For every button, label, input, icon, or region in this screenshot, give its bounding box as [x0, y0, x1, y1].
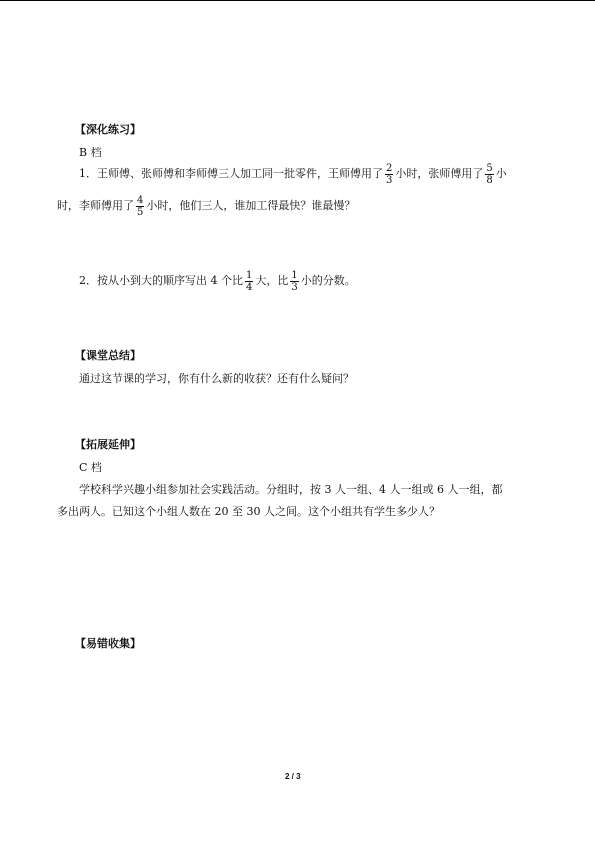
- fraction-denominator: 3: [386, 174, 393, 186]
- level-label-c: C 档: [79, 461, 102, 474]
- q2-mid-text: 大，比: [255, 274, 289, 287]
- q1-mid-text: 小时，张师傅用了: [395, 167, 484, 180]
- section-heading-mistakes: 【易错收集】: [75, 637, 141, 650]
- fraction-five-eighths: [485, 163, 493, 186]
- fraction-denominator: 3: [291, 281, 298, 293]
- extension-text-line-2: 多出两人。已知这个小组人数在 20 至 30 人之间。这个小组共有学生多少人？: [57, 505, 440, 518]
- fraction-denominator: 8: [486, 174, 493, 186]
- fraction-four-fifths: [136, 195, 144, 218]
- fraction-two-thirds: [385, 163, 393, 186]
- fraction-numerator: 1: [246, 269, 253, 281]
- question-1-line-1: [79, 161, 507, 187]
- section-heading-summary: 【课堂总结】: [75, 349, 141, 362]
- level-label-b: B 档: [79, 146, 102, 159]
- q2-prefix-text: 2．按从小到大的顺序写出 4 个比: [79, 274, 243, 287]
- fraction-numerator: 4: [137, 194, 144, 206]
- fraction-denominator: 5: [137, 206, 144, 218]
- q1-end-text: 小: [495, 167, 507, 180]
- fraction-numerator: 5: [486, 162, 493, 174]
- section-heading-extension: 【拓展延伸】: [75, 438, 141, 451]
- summary-text: 通过这节课的学习，你有什么新的收获？还有什么疑问？: [79, 372, 354, 385]
- question-1-line-2: [57, 193, 355, 219]
- page-number: 2 / 3: [285, 772, 301, 781]
- q1-line2-end-text: 小时，他们三人，谁加工得最快？谁最慢？: [146, 199, 356, 212]
- section-heading-deepen: 【深化练习】: [75, 123, 141, 136]
- top-border-line: [0, 0, 595, 1]
- fraction-numerator: 2: [386, 162, 393, 174]
- q1-line2-start-text: 时，李师傅用了: [57, 199, 134, 212]
- fraction-one-quarter: [245, 270, 253, 293]
- question-2: [79, 268, 356, 294]
- fraction-one-third: [290, 270, 298, 293]
- q1-prefix-text: 1．王师傅、张师傅和李师傅三人加工同一批零件，王师傅用了: [79, 167, 383, 180]
- q2-end-text: 小的分数。: [300, 274, 356, 287]
- fraction-numerator: 1: [291, 269, 298, 281]
- extension-text-line-1: 学校科学兴趣小组参加社会实践活动。分组时，按 3 人一组、4 人一组或 6 人一组，都: [79, 483, 503, 496]
- fraction-denominator: 4: [246, 281, 253, 293]
